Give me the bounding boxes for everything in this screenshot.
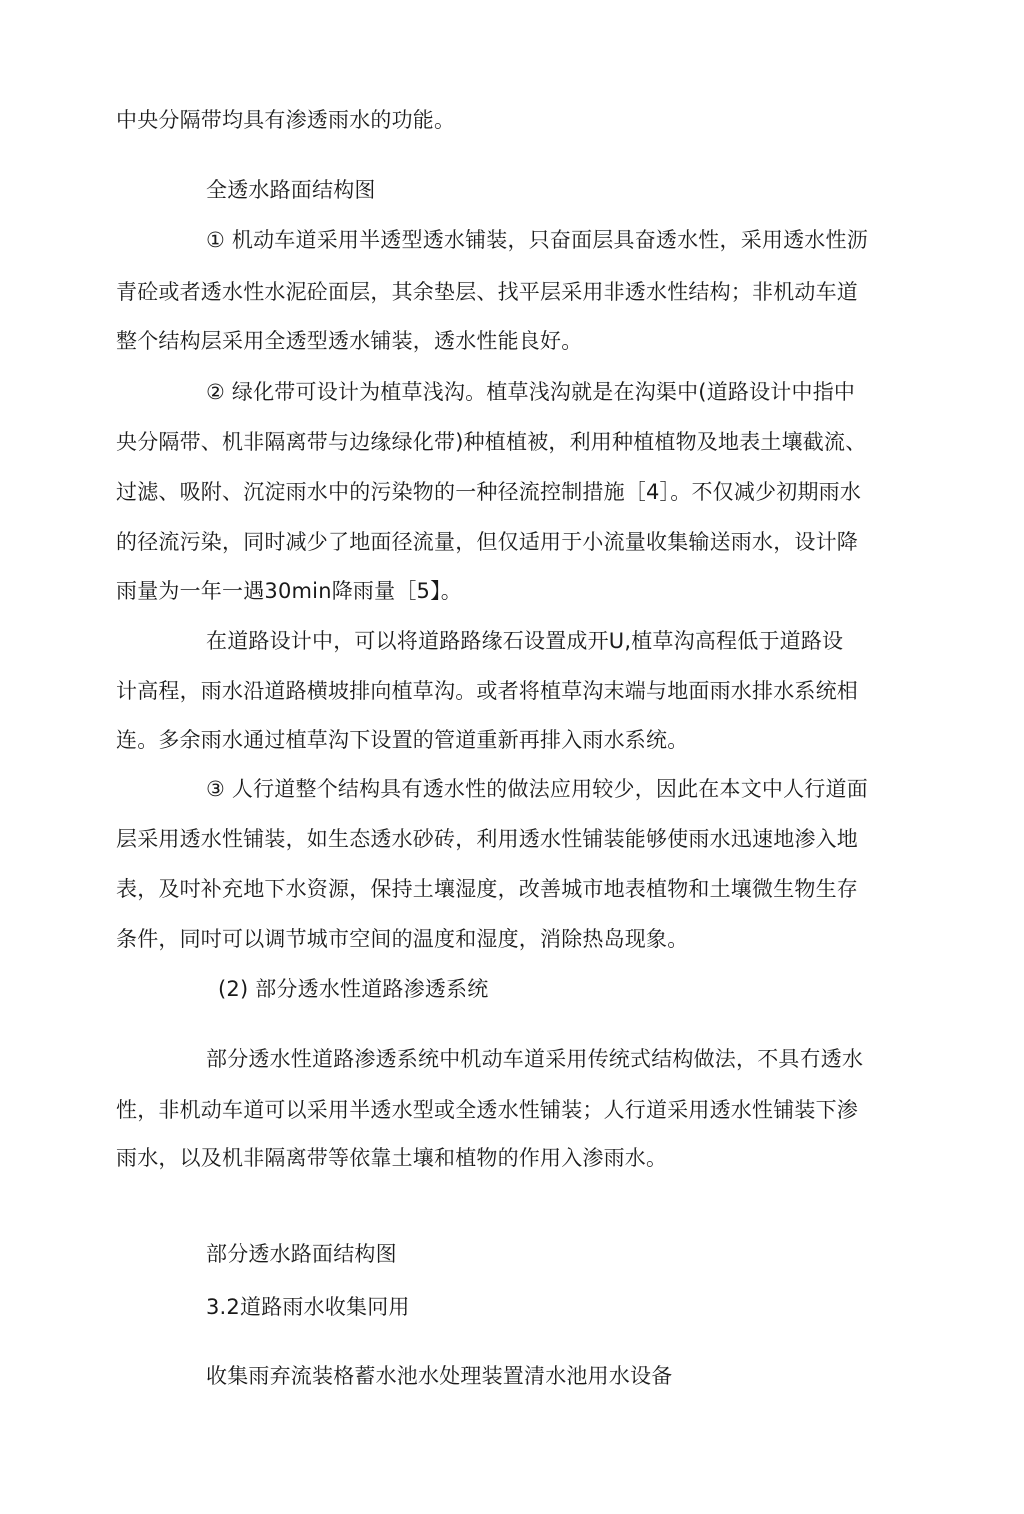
paragraph-line: 雨水，以及机非隔离带等依靠土壤和植物的作用入渗雨水。 [116,1146,668,1170]
paragraph-line: 表，及吋补充地下水资源，保持土壤湿度，改善城市地表植物和土壤微生物生存 [116,877,858,901]
paragraph-line: 性，非机动车道可以采用半透水型或全透水性铺装；人行道采用透水性铺装下渗 [116,1098,858,1122]
paragraph-line: ① 机动车道采用半透型透水铺装，只奋面层具奋透水性，采用透水性沥 [206,228,868,252]
paragraph-line: 层采用透水性铺装，如生态透水砂砖，利用透水性铺装能够使雨水迅速地渗入地 [116,827,858,851]
paragraph-line: 收集雨弃流装格蓄水池水处理装置清水池用水设备 [206,1364,673,1388]
paragraph-line: 条件，同吋可以调节城市空间的温度和湿度，消除热岛现象。 [116,927,689,951]
section-heading: (2) 部分透水性道路渗透系统 [218,977,489,1001]
figure-caption: 全透水路面结构图 [206,178,376,202]
paragraph-line: 过滤、吸附、沉淀雨水中的污染物的一种径流控制措施［4］。不仅减少初期雨水 [116,480,862,504]
paragraph-line: 央分隔带、机非隔离带与边缘绿化带)种植植被，利用种植植物及地表土壤截流、 [116,430,867,454]
section-heading: 3.2道路雨水收集冋用 [206,1295,410,1319]
paragraph-line: 连。多余雨水通过植草沟下设置的管道重新再排入雨水系统。 [116,728,689,752]
paragraph-line: 整个结构层采用全透型透水铺装，透水性能良好。 [116,329,583,353]
paragraph-line: 的径流污染，同时减少了地面径流量，但仅适用于小流量收集输送雨水，设计降 [116,530,858,554]
paragraph-line: 青砼或者透水性水泥砼面层，其余垫层、找平层采用非透水性结构；非机动车道 [116,280,858,304]
figure-caption: 部分透水路面结构图 [206,1242,397,1266]
paragraph-line: ③ 人行道整个结构具有透水性的做法应用较少，因此在本文中人行道面 [206,777,868,801]
paragraph-line: 中央分隔带均具有渗透雨水的功能。 [116,108,456,132]
paragraph-line: ② 绿化带可设计为植草浅沟。植草浅沟就是在沟渠中(道路设计中指中 [206,380,856,404]
paragraph-line: 计高程，雨水沿道路横坡排向植草沟。或者将植草沟末端与地面雨水排水系统相 [116,679,858,703]
paragraph-line: 在道路设计中，可以将道路路缘石设置成开U,植草沟高程低于道路设 [206,629,844,653]
paragraph-line: 部分透水性道路渗透系统中机动车道采用传统式结构做法，不具冇透水 [206,1047,864,1071]
paragraph-line: 雨量为一年一遇30min降雨量［5】。 [116,579,462,603]
